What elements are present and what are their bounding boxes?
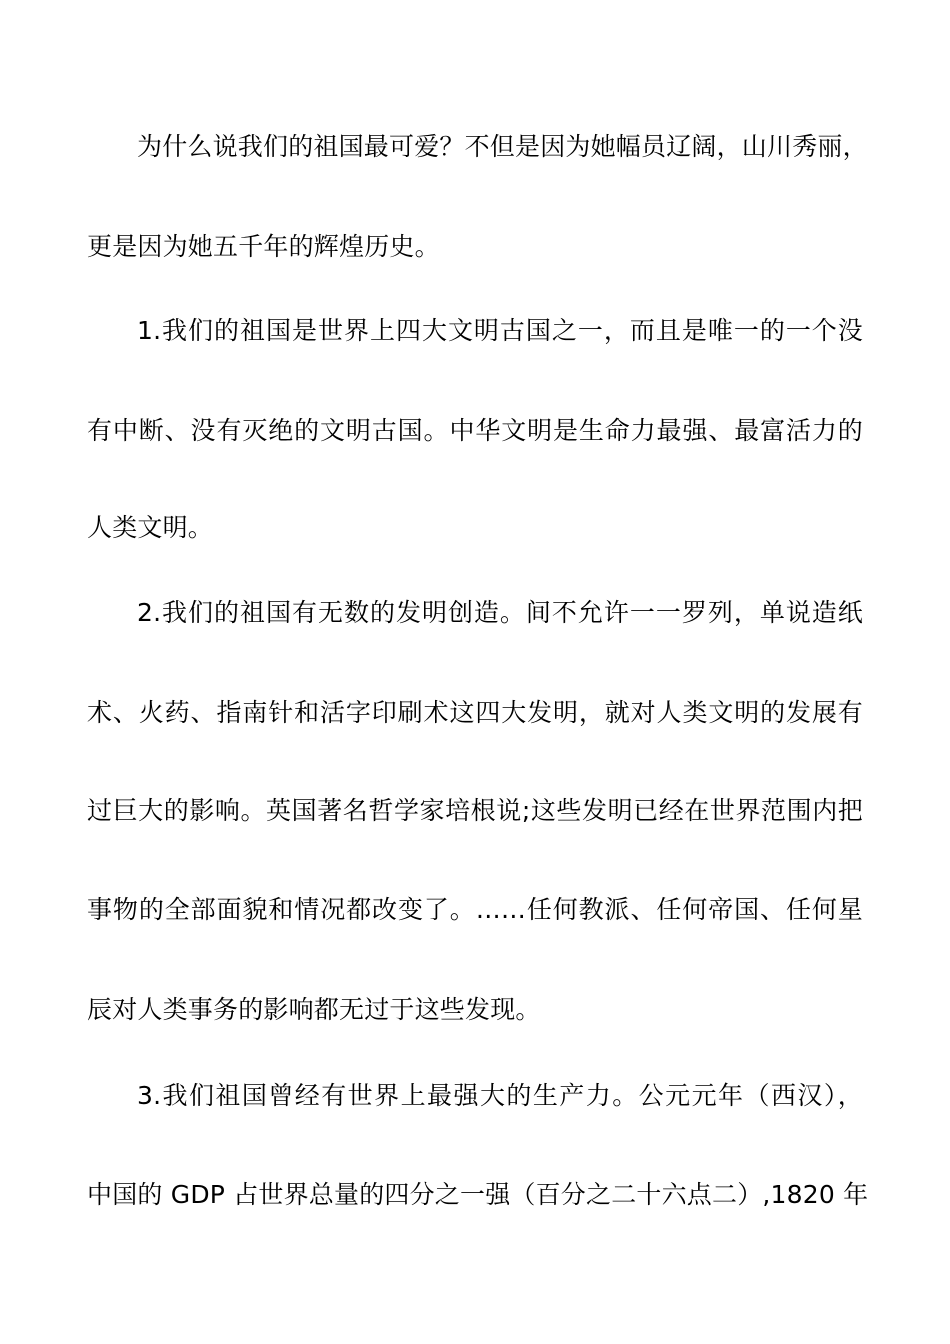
paragraph-1-line-1: 1.我们的祖国是世界上四大文明古国之一，而且是唯一的一个没: [137, 316, 863, 345]
paragraph-1-line-2: 有中断、没有灭绝的文明古国。中华文明是生命力最强、最富活力的: [87, 416, 863, 445]
paragraph-2-line-3: 过巨大的影响。英国著名哲学家培根说;这些发明已经在世界范围内把: [87, 796, 863, 825]
paragraph-intro-line-2: 更是因为她五千年的辉煌历史。: [87, 232, 440, 261]
paragraph-intro-line-1: 为什么说我们的祖国最可爱？不但是因为她幅员辽阔，山川秀丽，: [137, 132, 868, 161]
paragraph-2-line-4: 事物的全部面貌和情况都改变了。……任何教派、任何帝国、任何星: [87, 895, 863, 924]
paragraph-2-line-2: 术、火药、指南针和活字印刷术这四大发明，就对人类文明的发展有: [87, 698, 863, 727]
paragraph-3-line-1: 3.我们祖国曾经有世界上最强大的生产力。公元元年（西汉），: [137, 1081, 863, 1110]
paragraph-3-line-2: 中国的 GDP 占世界总量的四分之一强（百分之二十六点二）,1820 年: [87, 1180, 869, 1209]
paragraph-2-line-5: 辰对人类事务的影响都无过于这些发现。: [87, 995, 541, 1024]
paragraph-1-line-3: 人类文明。: [87, 513, 214, 542]
paragraph-2-line-1: 2.我们的祖国有无数的发明创造。间不允许一一罗列，单说造纸: [137, 598, 863, 627]
